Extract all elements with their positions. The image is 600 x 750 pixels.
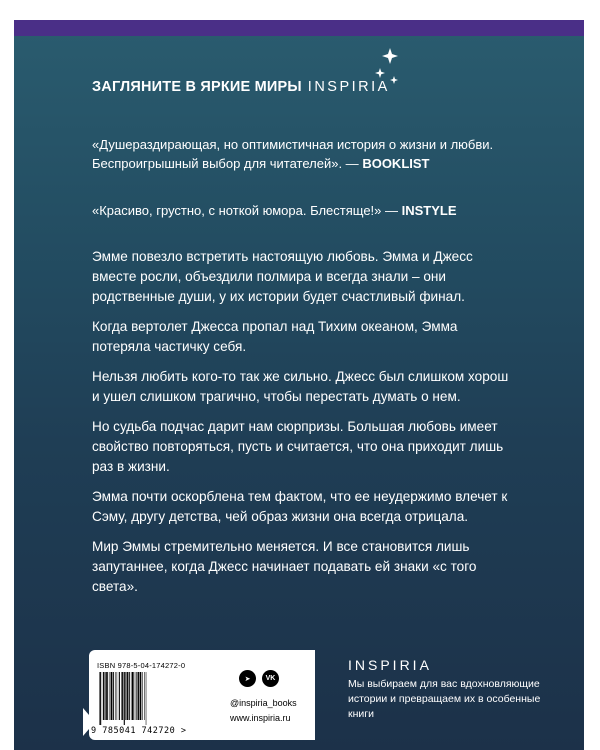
barcode-bar <box>124 672 125 725</box>
review-quote <box>92 135 512 173</box>
barcode-bar <box>125 672 126 720</box>
barcode-bar <box>103 672 104 720</box>
quote-source: INSTYLE <box>401 203 457 218</box>
barcode-bar <box>132 672 134 720</box>
barcode-bar <box>109 672 110 720</box>
series-heading <box>92 79 390 95</box>
barcode-bar <box>138 672 139 720</box>
book-back-cover <box>14 20 584 750</box>
barcode-bar <box>119 672 120 720</box>
review-quote <box>92 201 512 220</box>
barcode-bar <box>105 672 106 720</box>
barcode-bar <box>100 672 101 725</box>
quote-text: «Душераздирающая, но оптимистичная история о жизни и любви. Беспроигрышный выбор для читателей». — <box>92 137 494 171</box>
barcode <box>97 672 212 725</box>
isbn-label: ISBN 978-5-04-174272-0 <box>97 661 186 670</box>
publisher-tagline: Мы выбираем для вас вдохновляющие истории и превращаем их в особенные книги <box>348 678 541 720</box>
social-icons <box>239 670 279 687</box>
barcode-bar <box>129 672 130 720</box>
barcode-bar <box>127 672 128 720</box>
barcode-bar <box>136 672 137 720</box>
barcode-digits: 9 785041 742720 > <box>91 726 187 736</box>
website-link[interactable]: www.inspiria.ru <box>230 713 291 723</box>
barcode-bar <box>140 672 142 720</box>
description-paragraph: Нельзя любить кого-то так же сильно. Джесс был слишком хорош и ушел слишком трагично, чтобы перестать думать о нем. <box>92 369 509 404</box>
series-brand: INSPIRIA <box>307 79 390 95</box>
barcode-bar <box>117 672 118 720</box>
description-paragraph: Эмме повезло встретить настоящую любовь. Эмма и Джесс вместе росли, объездили полмира и всегда знали – они родственные души, у их истории будет счастливый финал. <box>92 249 473 304</box>
barcode-panel <box>89 650 315 740</box>
barcode-bar <box>115 672 116 720</box>
barcode-bar <box>113 672 114 720</box>
barcode-bar <box>121 672 122 720</box>
barcode-bar <box>144 672 145 720</box>
quote-source: BOOKLIST <box>362 156 430 171</box>
barcode-bar <box>131 672 132 720</box>
description-paragraph: Когда вертолет Джесса пропал над Тихим океаном, Эмма потеряла частичку себя. <box>92 319 458 354</box>
publisher-logo: INSPIRIA <box>348 657 432 673</box>
book-description <box>92 247 512 607</box>
barcode-bar <box>142 672 143 720</box>
top-color-band <box>14 20 584 36</box>
barcode-bar <box>122 672 123 720</box>
description-paragraph: Мир Эммы стремительно меняется. И все становится лишь запутаннее, когда Джесс начинает подавать ей знаки «с того света». <box>92 539 477 594</box>
vk-icon[interactable]: VK <box>262 670 279 687</box>
series-title: ЗАГЛЯНИТЕ В ЯРКИЕ МИРЫ <box>92 79 302 95</box>
description-paragraph: Но судьба подчас дарит нам сюрпризы. Большая любовь имеет свойство повторяться, пусть и считается, что она приходит лишь раз в жизни. <box>92 419 504 474</box>
social-handle[interactable]: @inspiria_books <box>230 698 297 708</box>
barcode-bar <box>135 672 136 720</box>
description-paragraph: Эмма почти оскорблена тем фактом, что ее неудержимо влечет к Сэму, другу детства, чей образ жизни она всегда отрицала. <box>92 489 508 524</box>
barcode-bar <box>146 672 147 725</box>
barcode-bar <box>111 672 113 720</box>
telegram-icon[interactable]: ➤ <box>239 670 256 687</box>
barcode-bar <box>106 672 108 720</box>
barcode-bar <box>99 672 100 725</box>
quote-text: «Красиво, грустно, с ноткой юмора. Блестяще!» — <box>92 203 399 218</box>
